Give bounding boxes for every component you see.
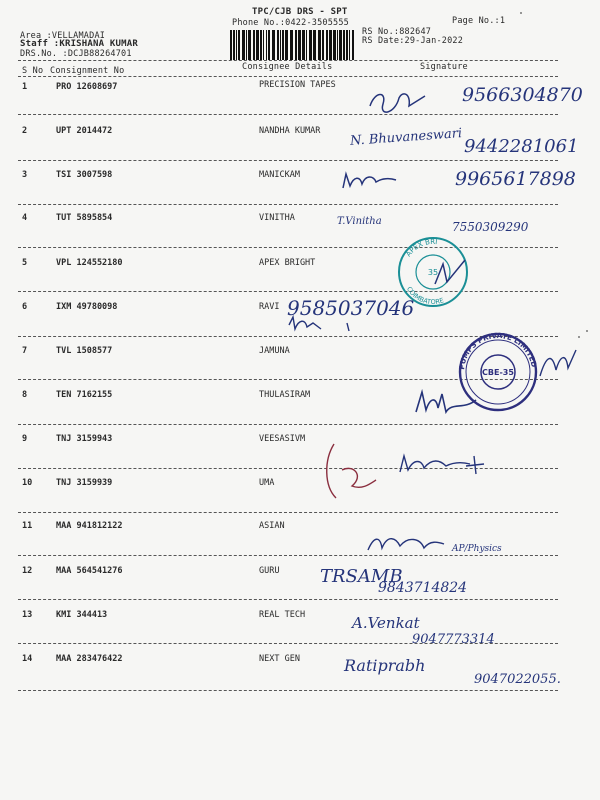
seal-center-text: 35 <box>427 268 439 277</box>
row-divider <box>18 555 558 556</box>
row-divider <box>18 599 558 600</box>
row-consignee: NANDHA KUMAR <box>259 126 321 136</box>
signature-scribble <box>536 346 580 382</box>
handwritten-phone: 9566304870 <box>462 84 583 106</box>
seal-bottom-text: COIMBATORE <box>404 285 445 307</box>
rs-number: RS No.:882647 <box>362 27 432 37</box>
row-consignment: TNJ 3159943 <box>56 434 113 444</box>
handwritten-name: N. Bhuvaneswari <box>349 126 463 149</box>
row-sno: 1 <box>22 82 28 92</box>
row-consignment: UPT 2014472 <box>56 126 113 136</box>
handwritten-name: Ratiprabh <box>344 656 426 675</box>
row-consignee: PRECISION TAPES <box>259 80 336 90</box>
row-divider <box>18 160 558 161</box>
row-consignee: RAVI <box>259 302 280 312</box>
barcode <box>229 30 357 60</box>
staff-label: Staff :KRISHANA KUMAR <box>20 39 138 49</box>
row-consignee: VEESASIVM <box>259 434 306 444</box>
row-sno: 14 <box>22 654 33 664</box>
row-sno: 2 <box>22 126 28 136</box>
handwritten-phone: 9047022055. <box>474 672 561 687</box>
area-label: Area :VELLAMADAI <box>20 31 106 41</box>
row-consignment: MAA 941812122 <box>56 521 123 531</box>
row-sno: 7 <box>22 346 28 356</box>
handwritten-name: TRSAMB <box>320 566 403 587</box>
row-sno: 6 <box>22 302 28 312</box>
signature-scribble <box>364 528 454 558</box>
row-sno: 12 <box>22 566 33 576</box>
column-header-signature: Signature <box>420 62 468 72</box>
handwritten-phone: 9047773314 <box>412 632 495 647</box>
signature-scribble <box>396 452 488 478</box>
row-consignee: GURU <box>259 566 280 576</box>
row-sno: 5 <box>22 258 28 268</box>
row-consignee: VINITHA <box>259 213 295 223</box>
handwritten-phone: 9442281061 <box>464 136 579 157</box>
column-header-sno: S No <box>22 66 44 76</box>
row-consignment: TNJ 3159939 <box>56 478 113 488</box>
row-consignee: APEX BRIGHT <box>259 258 316 268</box>
page-number: Page No.:1 <box>452 16 506 26</box>
handwritten-phone: 7550309290 <box>452 220 529 234</box>
row-consignee: UMA <box>259 478 275 488</box>
drs-number: DRS.No. :DCJB88264701 <box>20 49 132 59</box>
seal-center-text: CBE-35 <box>482 368 514 377</box>
row-divider <box>18 204 558 205</box>
row-consignee: NEXT GEN <box>259 654 300 664</box>
row-consignment: MAA 564541276 <box>56 566 123 576</box>
row-sno: 13 <box>22 610 33 620</box>
signature-scribble <box>340 170 400 192</box>
row-divider <box>18 690 558 691</box>
row-consignee: THULASIRAM <box>259 390 311 400</box>
row-divider <box>18 512 558 513</box>
row-divider <box>18 114 558 115</box>
company-seal-stamp <box>395 234 471 310</box>
phone-number: Phone No.:0422-3505555 <box>232 18 349 28</box>
row-divider <box>18 424 558 425</box>
signature-scribble <box>322 440 382 510</box>
row-consignment: TUT 5895854 <box>56 213 113 223</box>
row-sno: 11 <box>22 521 33 531</box>
header-divider <box>18 60 558 61</box>
row-consignment: TEN 7162155 <box>56 390 113 400</box>
sheet-title: TPC/CJB DRS - SPT <box>252 7 348 17</box>
row-consignment: PRO 12608697 <box>56 82 118 92</box>
signature-scribble <box>287 315 377 335</box>
column-header-divider <box>18 76 558 77</box>
row-consignment: TVL 1508577 <box>56 346 113 356</box>
handwritten-phone: 9585037046 <box>287 296 415 320</box>
row-consignee: MANICKAM <box>259 170 300 180</box>
column-header-consignee: Consignee Details <box>242 62 333 72</box>
rs-date: RS Date:29-Jan-2022 <box>362 36 464 46</box>
handwritten-phone: 9843714824 <box>378 580 468 596</box>
column-header-consignment: Consignment No <box>50 66 125 76</box>
row-sno: 4 <box>22 213 28 223</box>
row-consignee: REAL TECH <box>259 610 306 620</box>
row-consignment: IXM 49780098 <box>56 302 118 312</box>
row-sno: 9 <box>22 434 28 444</box>
row-consignment: TSI 3007598 <box>56 170 113 180</box>
row-consignment: MAA 283476422 <box>56 654 123 664</box>
seal-top-text: APEX BRI <box>404 237 438 259</box>
row-sno: 10 <box>22 478 33 488</box>
row-consignment: VPL 124552180 <box>56 258 123 268</box>
row-consignee: ASIAN <box>259 521 285 531</box>
handwritten-name: AP/Physics <box>452 544 502 554</box>
handwritten-name: A.Venkat <box>352 614 420 632</box>
row-consignee: JAMUNA <box>259 346 290 356</box>
row-divider <box>18 247 558 248</box>
row-divider <box>18 291 558 292</box>
row-sno: 8 <box>22 390 28 400</box>
row-sno: 3 <box>22 170 28 180</box>
row-consignment: KMI 344413 <box>56 610 108 620</box>
signature-scribble <box>365 86 435 116</box>
seal-top-text: PUMPS PRIVATE LIMITED <box>457 330 539 371</box>
company-seal-stamp <box>456 330 540 414</box>
handwritten-name: T.Vinitha <box>337 216 382 227</box>
handwritten-phone: 9965617898 <box>455 168 576 190</box>
